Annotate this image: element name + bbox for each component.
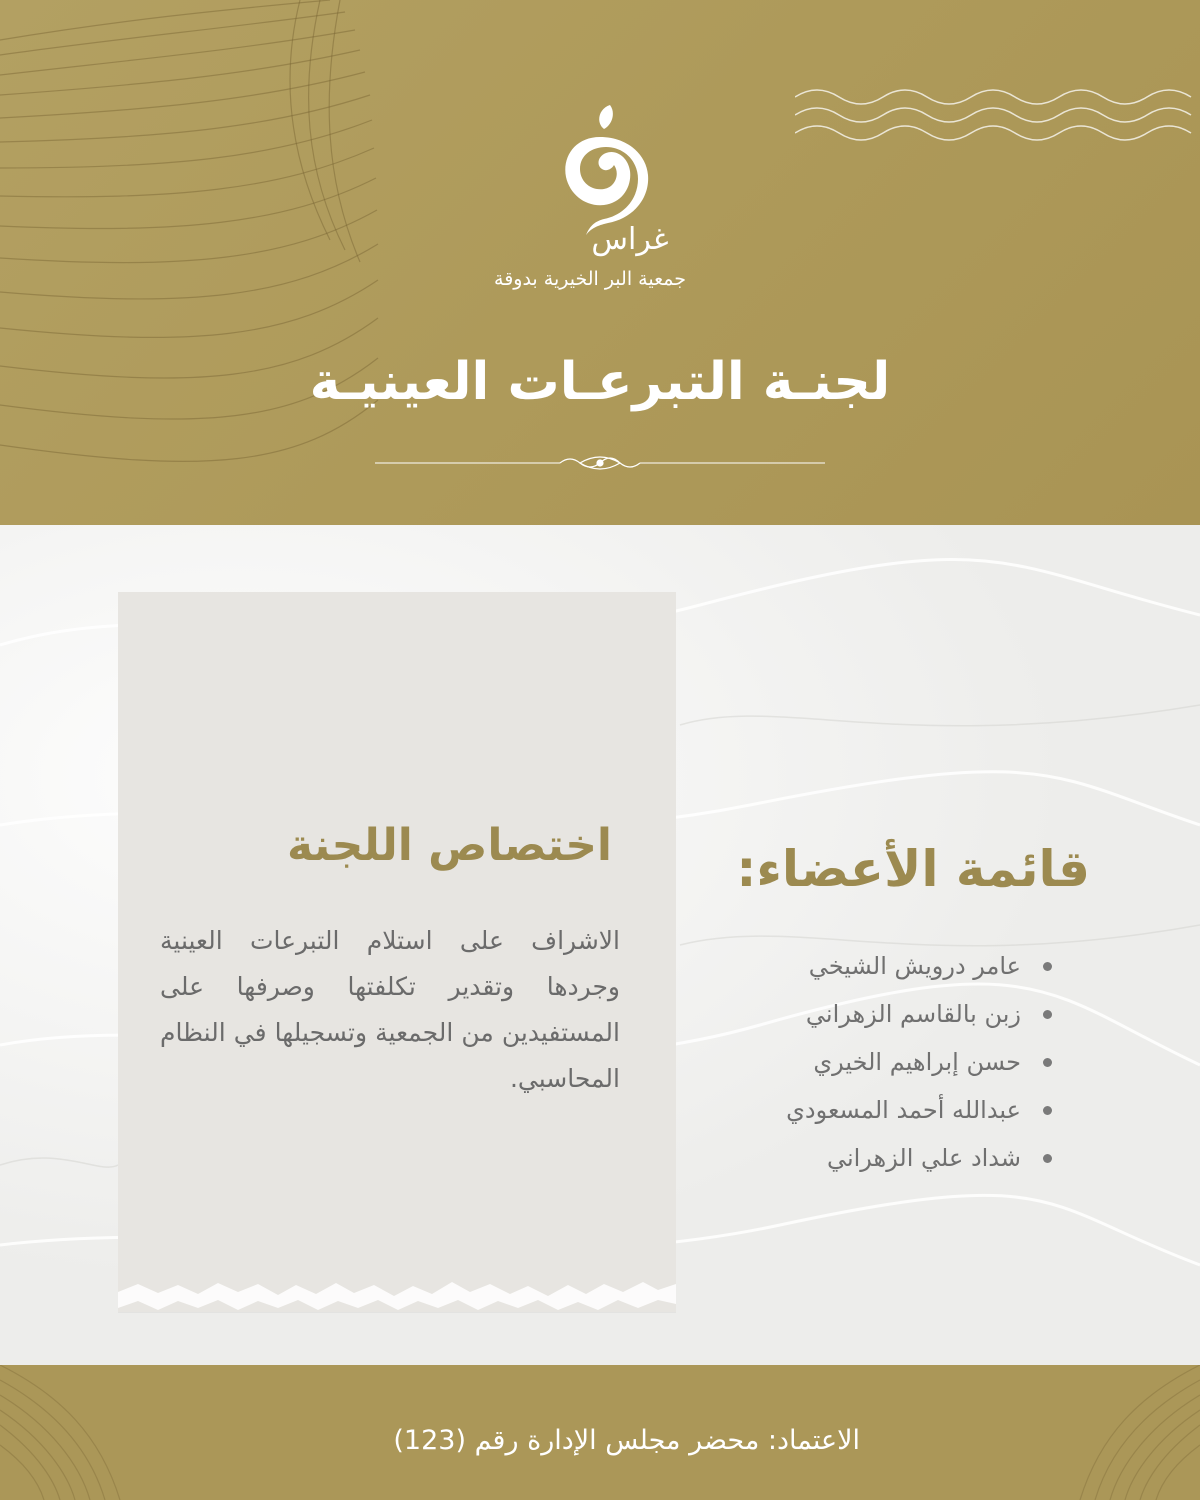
header-banner xyxy=(0,0,1200,525)
logo-name: غراس xyxy=(591,222,669,257)
list-item xyxy=(700,1086,1052,1134)
duties-title: اختصاص اللجنة xyxy=(286,820,612,871)
member-name: زبن بالقاسم الزهراني xyxy=(805,1000,1021,1028)
bullet-icon xyxy=(1043,1154,1052,1163)
logo-subtitle: جمعية البر الخيرية بدوقة xyxy=(494,268,686,290)
ornament-divider-icon xyxy=(375,450,825,476)
list-item xyxy=(700,1134,1052,1182)
member-name: حسن إبراهيم الخيري xyxy=(813,1048,1021,1076)
bullet-icon xyxy=(1043,1106,1052,1115)
bullet-icon xyxy=(1043,1010,1052,1019)
bullet-icon xyxy=(1043,962,1052,971)
member-name: عبدالله أحمد المسعودي xyxy=(786,1096,1021,1124)
list-item xyxy=(700,1038,1052,1086)
member-name: شداد علي الزهراني xyxy=(826,1144,1021,1172)
page-title: لجنـة التبرعـات العينيـة xyxy=(309,352,891,412)
approval-note: الاعتماد: محضر مجلس الإدارة رقم (123) xyxy=(393,1425,860,1456)
decorative-wave-icon xyxy=(795,85,1200,145)
members-list xyxy=(700,942,1052,1182)
member-name: عامر درويش الشيخي xyxy=(808,952,1021,980)
list-item xyxy=(700,942,1052,990)
members-title: قائمة الأعضاء: xyxy=(736,840,1090,898)
duties-text: الاشراف على استلام التبرعات العينية وجردها وتقدير تكلفتها وصرفها على المستفيدين من الجمعية وتسجيلها في النظام المحاسبي. xyxy=(160,926,620,1093)
torn-paper-edge xyxy=(118,1270,676,1320)
bullet-icon xyxy=(1043,1058,1052,1067)
decorative-wave-lines xyxy=(0,0,420,525)
list-item xyxy=(700,990,1052,1038)
